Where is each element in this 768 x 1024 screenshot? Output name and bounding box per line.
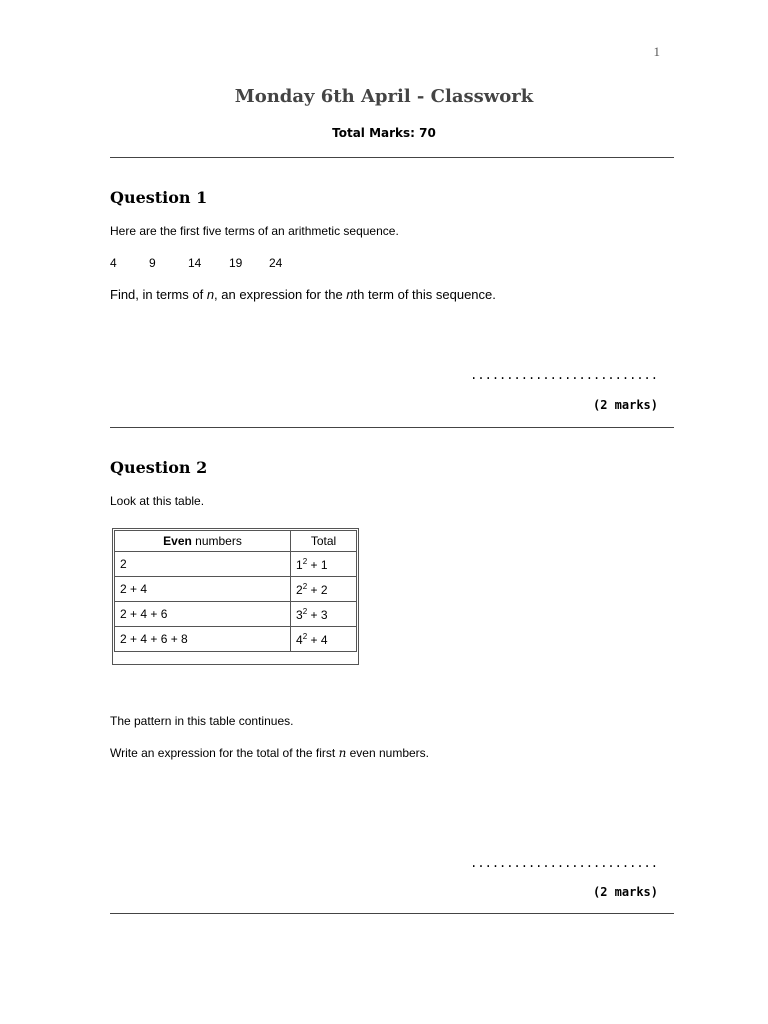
divider	[110, 913, 674, 914]
instruction-text: Find, in terms of	[110, 287, 207, 302]
question-2-heading: Question 2	[110, 458, 208, 477]
total-exponent: 2	[302, 581, 308, 591]
even-numbers-table	[114, 530, 357, 652]
divider	[110, 427, 674, 428]
table-cell-total	[291, 552, 357, 577]
table-cell-total	[291, 602, 357, 627]
variable-n: n	[206, 287, 215, 302]
total-addend: + 1	[307, 557, 328, 572]
table-cell-even: 2 + 4	[115, 577, 291, 602]
total-base: 4	[296, 632, 303, 647]
variable-n: n	[346, 287, 354, 302]
sequence-term: 14	[188, 256, 202, 270]
total-base: 2	[296, 582, 303, 597]
page-number: 1	[653, 44, 660, 59]
table-cell-total	[291, 627, 357, 652]
question-1-instruction	[110, 287, 496, 302]
table-cell-even: 2 + 4 + 6	[115, 602, 291, 627]
marks-label: (2 marks)	[592, 398, 658, 412]
table-header-row	[115, 531, 357, 552]
sequence-term: 4	[110, 256, 117, 270]
question-1-heading: Question 1	[110, 188, 208, 207]
total-exponent: 2	[302, 556, 308, 566]
table-row	[115, 552, 357, 577]
header-text: numbers	[191, 534, 242, 548]
total-exponent: 2	[302, 606, 308, 616]
table-row	[115, 577, 357, 602]
total-marks: Total Marks: 70	[332, 126, 436, 140]
total-addend: + 4	[307, 632, 328, 647]
variable-n: n	[338, 746, 347, 760]
total-base: 1	[296, 557, 303, 572]
table-cell-even: 2	[115, 552, 291, 577]
sequence-term: 19	[229, 256, 243, 270]
divider	[110, 157, 674, 158]
instruction-text: th term of this sequence.	[353, 287, 496, 302]
header-bold-text: Even	[163, 534, 192, 548]
question-1-intro: Here are the first five terms of an arithmetic sequence.	[110, 224, 399, 238]
page-title: Monday 6th April - Classwork	[234, 86, 534, 107]
instruction-text: , an expression for the	[214, 287, 347, 302]
marks-label: (2 marks)	[592, 885, 658, 899]
table-header-even	[115, 531, 291, 552]
total-base: 3	[296, 607, 303, 622]
table-row	[115, 602, 357, 627]
sequence-term: 24	[269, 256, 283, 270]
total-addend: + 3	[307, 607, 328, 622]
question-2-pattern: The pattern in this table continues.	[110, 714, 294, 728]
table-cell-even: 2 + 4 + 6 + 8	[115, 627, 291, 652]
instruction-text: even numbers.	[346, 746, 430, 760]
table-cell-total	[291, 577, 357, 602]
question-2-instruction	[110, 746, 429, 760]
question-2-intro: Look at this table.	[110, 494, 205, 508]
answer-line[interactable]: ..........................	[470, 368, 658, 382]
answer-line[interactable]: ..........................	[470, 856, 658, 870]
total-addend: + 2	[307, 582, 328, 597]
table-row	[115, 627, 357, 652]
total-exponent: 2	[302, 631, 308, 641]
table-header-total: Total	[291, 531, 357, 552]
sequence-term: 9	[149, 256, 156, 270]
instruction-text: Write an expression for the total of the first	[110, 746, 339, 760]
